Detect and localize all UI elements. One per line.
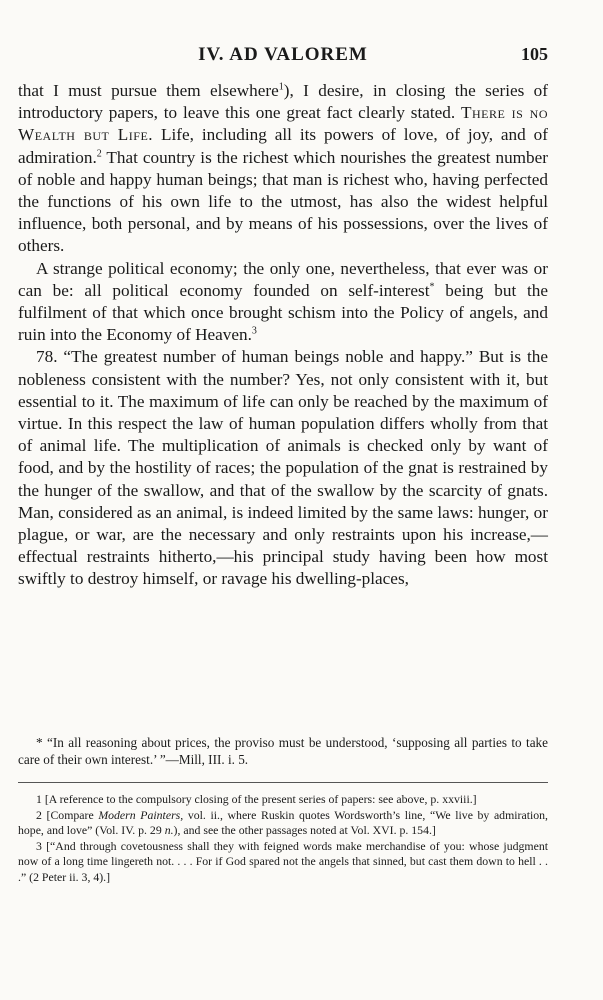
text-run: 2 [Compare	[36, 807, 94, 822]
author-footnote	[18, 734, 548, 768]
paragraph-3: 78. “The greatest number of human beings noble and happy.” But is the nobleness consistent with the number? Yes, not only consistent with it, but essential to it. The maximum of life can only be reached by the maximum of virtue. In this respect the law of human population differs wholly from that of animal life. The multiplication of animals is checked only by want of food, and by the hostility of races; the population of the gnat is restrained by the hunger of the swallow, and that of the swallow by the scarcity of gnats. Man, considered as an animal, is indeed limited by the same laws: hunger, or plague, or war, are the necessary and only restraints upon his increase,—effectual restraints hitherto,—his principal study having been how most swiftly to destroy himself, or ravage his dwelling-places,	[18, 347, 548, 589]
editor-notes	[18, 792, 548, 886]
running-title: IV. AD VALOREM	[198, 44, 368, 65]
text-run: Life, including all its powers of love, of joy, and of admiration.	[18, 125, 548, 167]
editor-note-1: 1 [A reference to the compulsory closing of the present series of papers: see above, p. xxviii.]	[36, 792, 477, 806]
note-abbrev: n.	[164, 823, 174, 838]
editor-note-3: 3 [“And through covetousness shall they with feigned words make merchandise of you: whose judgment now of a long time lingereth not. . . . For if God spared not the angels that sinned, but cast them down to hell . . .” (2 Peter ii. 3, 4).]	[18, 838, 548, 884]
page-number: 105	[521, 44, 548, 64]
footnote-divider	[18, 782, 548, 783]
text-run: that I must pursue them elsewhere	[18, 81, 279, 100]
footnote-ref-3: 3	[251, 325, 257, 337]
paragraph-1	[18, 80, 548, 258]
text-run: That country is the richest which nourishes the greatest number of noble and happy human beings; that man is richest who, having perfected the functions of his own life to the utmost, has also the widest helpful influence, both personal, and by means of his possessions, over the lives of others.	[18, 147, 548, 256]
book-title: Modern Painters,	[98, 807, 184, 822]
text-run: ), I desire, in closing the series of introductory papers, to leave this one great fact clearly stated.	[18, 81, 548, 123]
text-run: vol. ii., where Ruskin quotes Wordsworth’s line, “We live by admiration, hope, and love” (Vol. IV. p. 29	[18, 807, 549, 838]
text-run: being but the fulfilment of that which once brought schism into the Policy of angels, and ruin into the Economy of Heaven.	[18, 280, 548, 345]
footnote-star-text: * “In all reasoning about prices, the proviso must be understood, ‘supposing all parties to take care of their own interest.’ ”—Mill, III. i. 5.	[18, 735, 548, 767]
emphasis-small-caps: There is no Wealth but Life.	[18, 103, 549, 145]
text-run: ), and see the other passages noted at Vol. XVI. p. 154.]	[173, 823, 436, 838]
footnote-ref-2: 2	[96, 147, 102, 159]
footnote-ref-1: 1	[278, 81, 284, 93]
body-text	[18, 80, 548, 591]
editor-note-2	[18, 808, 548, 839]
paragraph-2	[18, 258, 548, 347]
text-run: A strange political economy; the only one, nevertheless, that ever was or can be: all political economy founded on self-interest	[18, 258, 548, 300]
footnote-ref-star: *	[429, 281, 435, 293]
page-header	[18, 44, 548, 70]
